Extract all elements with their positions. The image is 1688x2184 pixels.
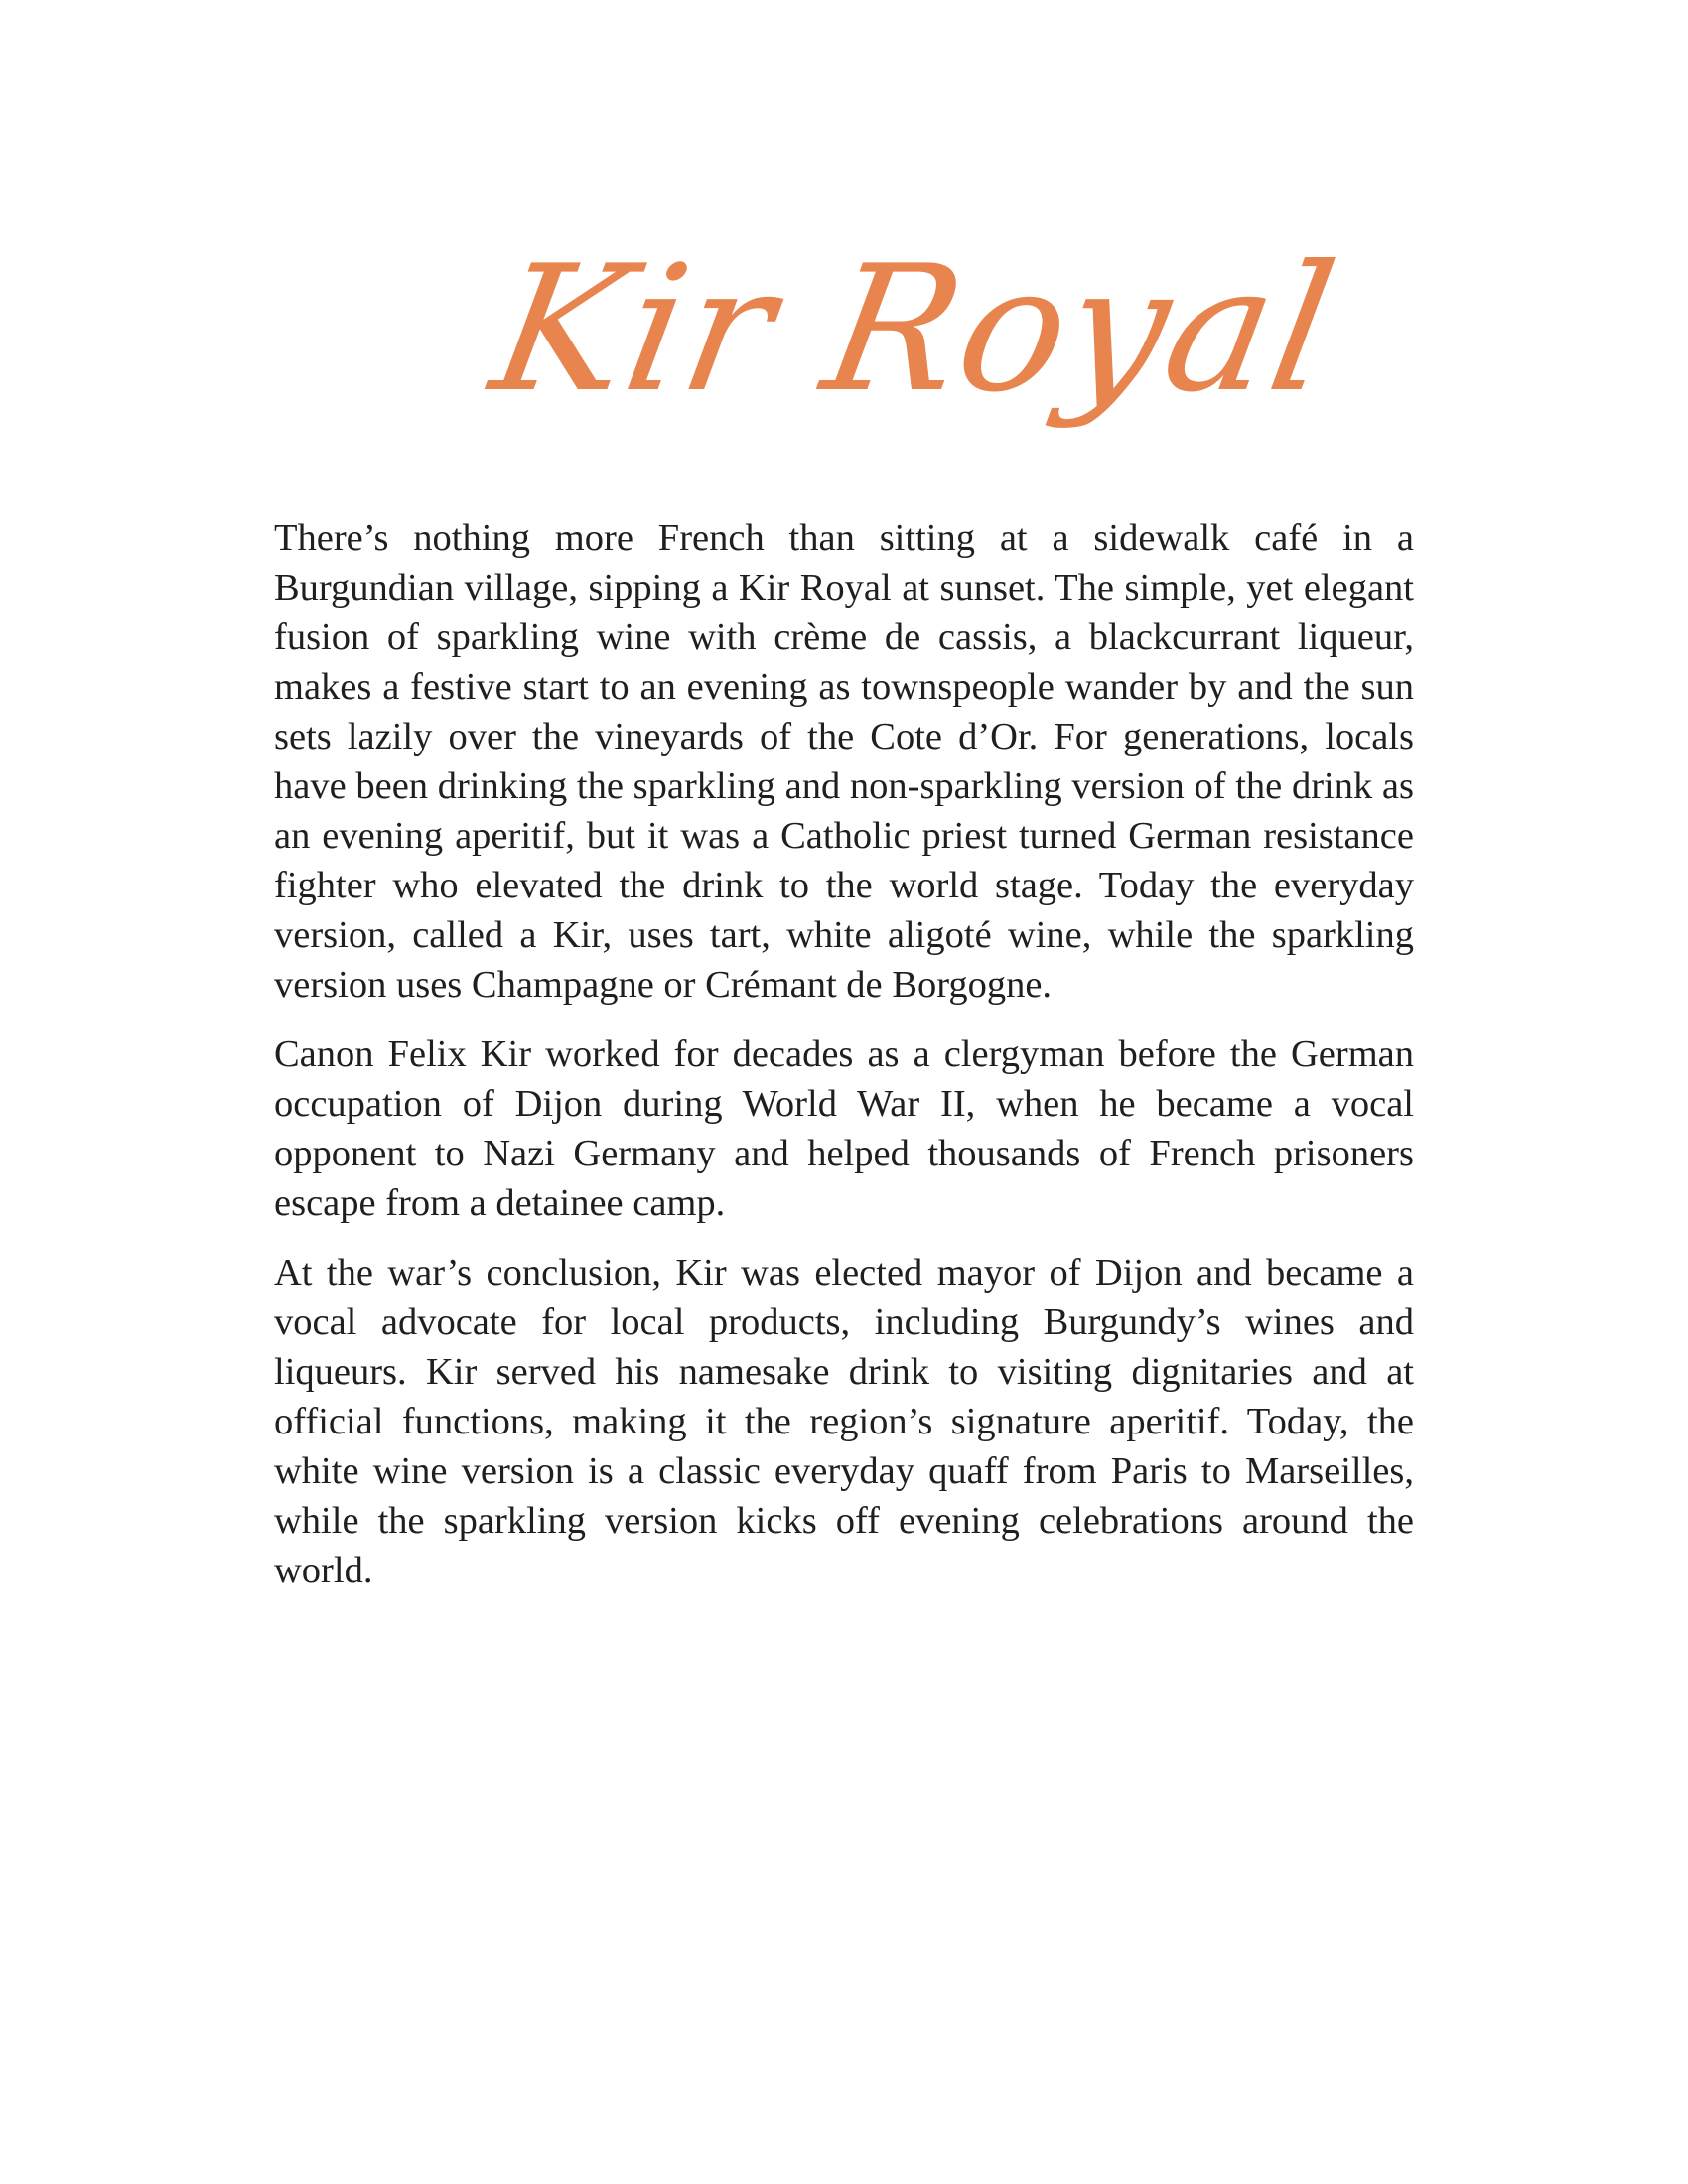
paragraph-canon-kir: Canon Felix Kir worked for decades as a clergyman before the German occupation of Dijon during World War II, when he became a vocal opponent to Nazi Germany and helped thousands of French prisoners escape from a detainee camp.	[274, 1033, 1414, 1224]
paragraph-war-conclusion: At the war’s conclusion, Kir was elected mayor of Dijon and became a vocal advocate for local products, including Burgundy’s wines and liqueurs. Kir served his namesake drink to visiting dignitaries and at official functions, making it the region’s signature aperitif. Today, the white wine version is a classic everyday quaff from Paris to Marseilles, while the sparkling version kicks off evening celebrations around the world.	[274, 1252, 1414, 1591]
article-body	[274, 513, 1414, 1615]
page-title: Kir Royal	[479, 229, 1350, 431]
paragraph-intro: There’s nothing more French than sitting at a sidewalk café in a Burgundian village, sipping a Kir Royal at sunset. The simple, yet elegant fusion of sparkling wine with crème de cassis, a blackcurrant liqueur, makes a festive start to an evening as townspeople wander by and the sun sets lazily over the vineyards of the Cote d’Or. For generations, locals have been drinking the sparkling and non-sparkling version of the drink as an evening aperitif, but it was a Catholic priest turned German resistance fighter who elevated the drink to the world stage. Today the everyday version, called a Kir, uses tart, white aligoté wine, while the sparkling version uses Champagne or Crémant de Borgogne.	[274, 517, 1414, 1006]
